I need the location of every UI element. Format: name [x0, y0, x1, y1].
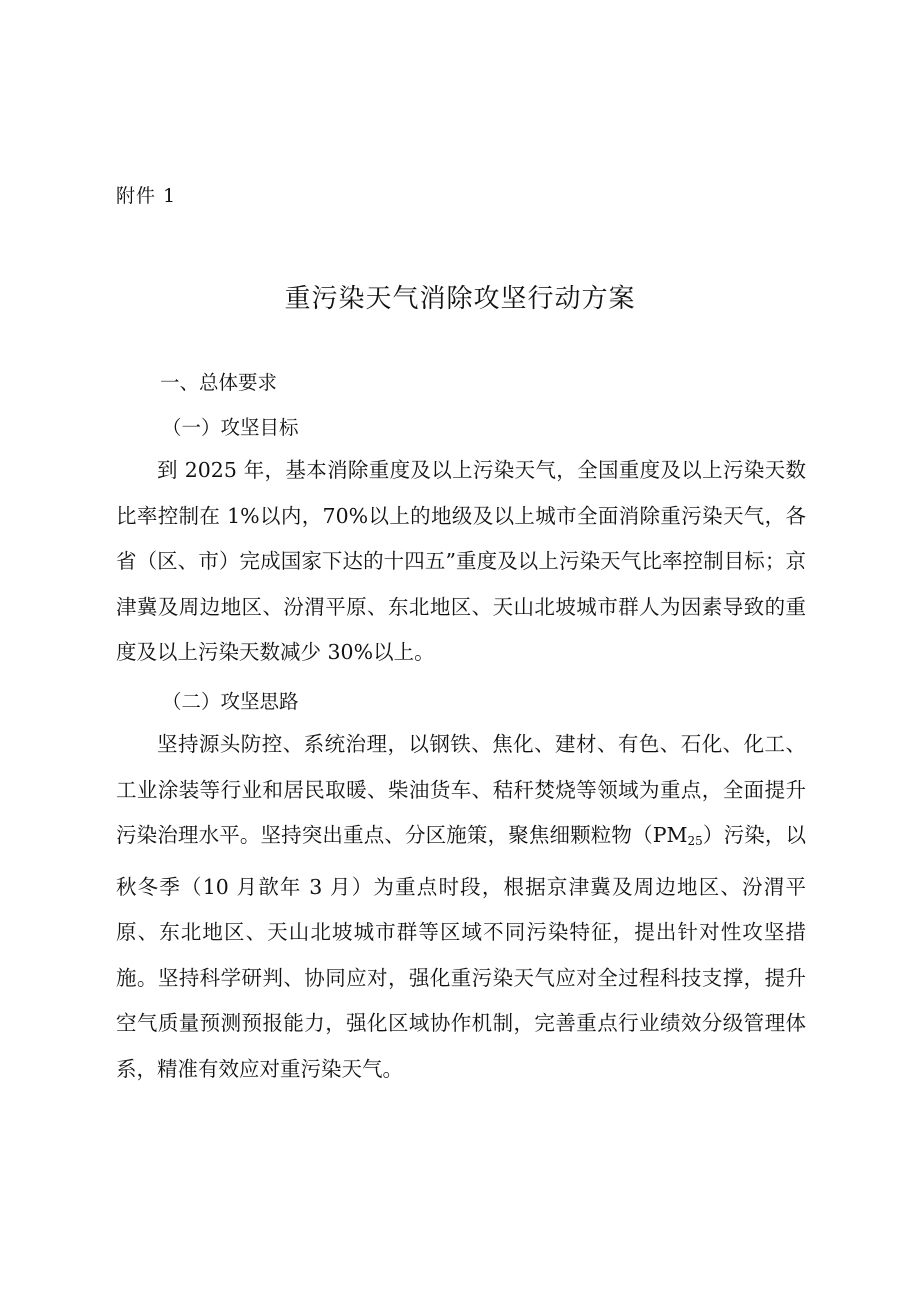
pm-subscript: 25 — [687, 834, 703, 848]
subsection-heading-goals: （一）攻坚目标 — [162, 416, 299, 439]
document-title: 重污染天气消除攻坚行动方案 — [284, 284, 636, 314]
paragraph-approach — [116, 722, 806, 1092]
section-heading-general-requirements: 一、总体要求 — [160, 371, 278, 394]
paragraph-goals: 到 2025 年，基本消除重度及以上污染天气，全国重度及以上污染天数比率控制在 1%以内，70%以上的地级及以上城市全面消除重污染天气，各省（区、市）完成国家下达的十四五”重度及以上污染天气比率控制目标；京津冀及周边地区、汾渭平原、东北地区、天山北坡城市群人为因素导致的重度及以上污染天数减少 30%以上。 — [116, 458, 806, 664]
paragraph-approach-part2: ）污染，以秋冬季（10 月歆年 3 月）为重点时段，根据京津冀及周边地区、汾渭平原、东北地区、天山北坡城市群等区域不同污染特征，提出针对性攻坚措施。坚持科学研判、协同应对，强化重污染天气应对全过程科技支撑，提升空气质量预测预报能力，强化区域协作机制，完善重点行业绩效分级管理体系，精准有效应对重污染天气。 — [116, 823, 806, 1081]
attachment-label: 附件 1 — [116, 185, 177, 207]
subsection-heading-approach: （二）攻坚思路 — [162, 690, 299, 713]
paragraph-approach-part1: 坚持源头防控、系统治理，以钢铁、焦化、建材、有色、石化、化工、工业涂装等行业和居民取暖、柴油货车、秸秆焚烧等领域为重点，全面提升污染治理水平。坚持突出重点、分区施策，聚焦细颗粒物（PM — [116, 732, 806, 847]
